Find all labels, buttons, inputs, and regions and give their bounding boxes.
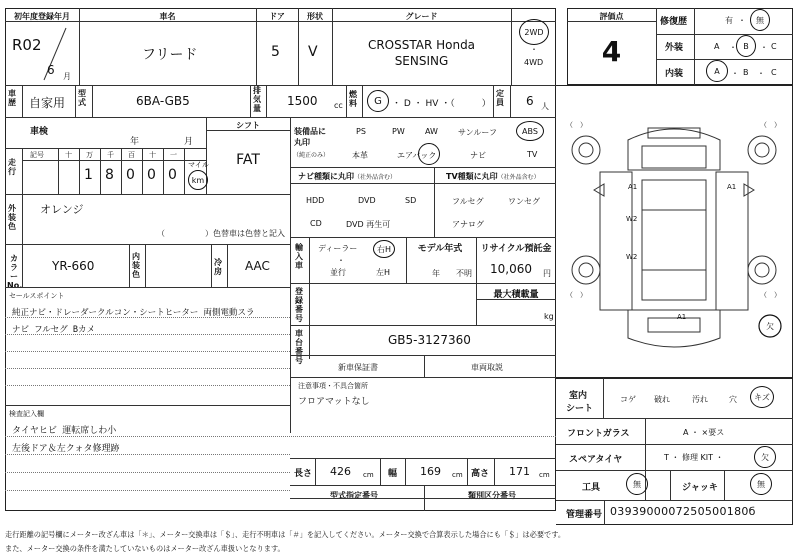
capacity-unit: 人	[541, 102, 549, 111]
mileage-col-divider	[121, 148, 122, 194]
navi-dvd: DVD	[358, 196, 376, 205]
seat-item-yogore: 汚れ	[692, 395, 708, 404]
sales-points-line2: ナビ フルセグ Bカメ	[12, 325, 96, 335]
color-value: オレンジ	[40, 203, 84, 216]
inspector-label: 検査記入欄	[9, 410, 44, 418]
notes-text: フロアマットなし	[298, 397, 370, 407]
mileage-unit-label: 十	[65, 151, 72, 159]
type-designation-label: 型式指定番号	[330, 491, 378, 500]
sales-points-line1: 純正ナビ・ドレーダークルコン・シートヒーター 両側電動スラ	[12, 308, 255, 318]
navi-label: ナビ種類に丸印（社外品含む）	[298, 172, 397, 181]
usage: 自家用	[29, 96, 66, 110]
equipment-item: サンルーフ	[458, 128, 497, 137]
equipment-item: TV	[527, 150, 538, 159]
reg-month: 6	[47, 63, 55, 77]
capacity: 6	[526, 94, 534, 108]
model-year-unknown: 不明	[456, 269, 472, 278]
tv-fullseg: フルセグ	[452, 197, 484, 206]
grade-label: グレード	[405, 12, 438, 21]
mileage-digit: 8	[105, 167, 114, 183]
seat-item-koge: コゲ	[620, 395, 636, 404]
color-label: 外装色	[8, 204, 16, 231]
fuel-label: 燃料	[349, 90, 357, 108]
mileage-col-divider	[79, 148, 80, 194]
usage-label: 車歴	[8, 89, 16, 107]
equipment-item: エアバック	[397, 151, 437, 160]
mileage-digit: 1	[84, 167, 93, 183]
tv-oneseg: ワンセグ	[508, 197, 540, 206]
length-label: 長さ	[294, 469, 313, 479]
equipment-item: ナビ	[470, 151, 486, 160]
grade-line1: CROSSTAR Honda	[367, 38, 476, 52]
inspector-line1: タイヤヒビ 運転席しわ小	[12, 426, 117, 436]
mileage-sign-label: 記号	[30, 151, 44, 159]
rating-label: 評価点	[599, 12, 624, 21]
displacement-unit: cc	[334, 101, 343, 110]
exterior-dot1: ・	[729, 43, 737, 52]
mileage-col-divider	[58, 148, 59, 194]
color-no-value: YR-660	[52, 259, 95, 273]
reg-era: R02	[12, 36, 42, 54]
equipment-item: PS	[356, 127, 366, 136]
diagram-mm-3: （ ）	[566, 291, 587, 299]
doors-label: ドア	[269, 12, 285, 21]
navi-hdd: HDD	[306, 196, 325, 205]
car-name-label: 車名	[159, 12, 176, 21]
interior-label: 内装	[665, 69, 684, 79]
windshield-value: A ・ ×要ス	[683, 428, 725, 437]
mileage-unit-label: 万	[86, 151, 93, 159]
left-hand: 左H	[376, 268, 391, 277]
mileage-unit-label: 百	[128, 151, 135, 159]
management-label: 管理番号	[566, 510, 603, 520]
mileage-label: 走行	[8, 158, 16, 176]
width-unit: cm	[452, 471, 463, 479]
windshield-label: フロントガラス	[567, 429, 630, 439]
mark-w2-left-rear: W2	[626, 253, 638, 261]
mileage-digit: 0	[126, 167, 135, 183]
equipment-label-3: （純正のみ）	[293, 152, 330, 159]
interior-b: B	[743, 68, 749, 77]
interior-color-label: 内装色	[132, 252, 140, 279]
management-value: 0393900007250500180б	[610, 505, 756, 518]
mark-a1-front-left: A1	[628, 183, 638, 191]
inspection-label: 車検	[30, 127, 49, 137]
equipment-label-2: 丸印	[294, 138, 310, 147]
shift-value: FAT	[236, 152, 260, 168]
spare-missing-circled: 欠	[754, 446, 776, 468]
mileage-col-divider	[142, 148, 143, 194]
displacement-label: 排気量	[253, 86, 261, 113]
color-note: （ ）色替車は色替と記入	[157, 229, 285, 238]
mileage-col-divider	[163, 148, 164, 194]
mileage-digit: 0	[147, 167, 156, 183]
width-label: 幅	[388, 469, 398, 479]
repair-dot: ・	[738, 16, 746, 25]
navi-cd: CD	[310, 219, 322, 228]
inspector-line2: 左後ドア＆左クォタ修理跡	[12, 444, 120, 454]
tv-label: TV種類に丸印（社外品含む）	[446, 172, 540, 181]
reg-year-label: 初年度登録年月	[14, 12, 70, 21]
interior-a-circled: A	[706, 60, 728, 82]
spare-label: スペアタイヤ	[569, 455, 623, 465]
seat-label-2: シート	[566, 404, 594, 414]
category-label: 類別区分番号	[468, 491, 516, 500]
seat-item-ana: 穴	[729, 395, 737, 404]
repair-no-circled: 無	[750, 9, 770, 31]
notes-label: 注意事項・不具合箇所	[298, 382, 368, 390]
recycle-label: リサイクル預託金	[480, 244, 552, 254]
owner-manual: 車両取説	[471, 363, 503, 372]
load-unit: kg	[544, 312, 554, 321]
height-label: 高さ	[471, 469, 490, 479]
mileage-digit: 0	[168, 167, 177, 183]
repair-yes: 有	[725, 16, 733, 25]
shape: V	[308, 44, 318, 60]
equipment-item: 本革	[352, 151, 368, 160]
seat-item-yabure: 破れ	[654, 395, 670, 404]
interior-c: C	[771, 68, 777, 77]
exterior-dot2: ・	[760, 43, 768, 52]
color-no-label: カラーNo.	[7, 254, 23, 290]
length-value: 426	[330, 465, 351, 478]
chassis-value: GB5-3127360	[388, 333, 471, 347]
diagram-mm-4: （ ）	[760, 291, 781, 299]
aircon-value: AAC	[245, 259, 270, 273]
import-parallel: 並行	[330, 268, 346, 277]
model-year-unit: 年	[432, 269, 440, 278]
doors: 5	[271, 44, 280, 60]
displacement: 1500	[287, 94, 318, 108]
equipment-abs-circled: ABS	[516, 121, 544, 141]
drive-2wd-circled: 2WD	[519, 19, 549, 45]
diagram-mm-1: （ ）	[566, 121, 587, 129]
mileage-unit-label: 十	[149, 151, 156, 159]
airbag-circle-mark	[418, 143, 440, 165]
aircon-label: 冷房	[214, 258, 222, 276]
inspection-year-unit: 年	[130, 137, 140, 147]
seat-item-kizu-circled: キズ	[750, 386, 774, 408]
width-value: 169	[420, 465, 441, 478]
exterior-b-circled: B	[736, 35, 756, 57]
navi-dvd-play: DVD 再生可	[346, 220, 391, 229]
chassis-label: 車台番号	[295, 329, 303, 365]
car-diagram-svg	[558, 110, 790, 360]
right-hand-circled: 右H	[373, 240, 395, 258]
footer-line1: 走行距離の記号欄にメーター改ざん車は「＊」、メーター交換車は「＄」、走行不明車は「＃」を記入してください。メーター交換で合算表示した場合にも「＄」は必要です。	[5, 530, 566, 539]
footer-line2: また、メーター交換の条件を満たしていないものはメーター改ざん車扱いとなります。	[5, 544, 285, 553]
jack-none-circled: 無	[750, 473, 772, 495]
shape-label: 形状	[307, 12, 323, 21]
mileage-col-divider	[184, 148, 185, 194]
recycle-unit: 円	[543, 269, 551, 278]
mark-a1-front-right: A1	[727, 183, 737, 191]
fuel-g-circled: G	[367, 90, 389, 112]
tools-label: 工具	[582, 483, 601, 493]
capacity-label: 定員	[496, 89, 504, 107]
equipment-item: PW	[392, 127, 405, 136]
equipment-label-1: 装備品に	[294, 127, 326, 136]
model: 6BA-GB5	[136, 94, 190, 108]
grade-line2: SENSING	[394, 54, 449, 68]
reg-month-unit: 月	[63, 72, 71, 81]
drive-dot: ・	[530, 45, 538, 54]
height-value: 171	[509, 465, 530, 478]
mark-missing: 欠	[766, 322, 774, 331]
length-unit: cm	[363, 471, 374, 479]
equipment-item: AW	[425, 127, 438, 136]
load-label: 最大積載量	[493, 290, 539, 300]
height-unit: cm	[539, 471, 550, 479]
sales-points-label: セールスポイント	[9, 292, 65, 300]
jack-label: ジャッキ	[682, 483, 718, 493]
seat-label-1: 室内	[569, 391, 588, 401]
import-label: 輸入車	[295, 243, 303, 270]
recycle-value: 10,060	[490, 262, 532, 276]
tools-none-circled: 無	[626, 473, 648, 495]
navi-sd: SD	[405, 196, 417, 205]
exterior-a: A	[714, 42, 720, 51]
exterior-c: C	[771, 42, 777, 51]
model-label: 型式	[78, 89, 86, 107]
reg-no-label: 登録番号	[295, 287, 303, 323]
import-dot: ・	[337, 256, 345, 265]
exterior-label: 外装	[665, 43, 684, 53]
mileage-unit-label: 千	[107, 151, 114, 159]
interior-dot2: ・	[757, 69, 765, 78]
mile-label: マイル	[188, 161, 209, 169]
inspection-month-unit: 月	[184, 137, 194, 147]
tv-analog: アナログ	[452, 220, 484, 229]
interior-dot1: ・	[731, 69, 739, 78]
mark-w2-left-front: W2	[626, 215, 638, 223]
rating-value: 4	[601, 35, 622, 68]
mileage-col-divider	[100, 148, 101, 194]
import-dealer: ディーラー	[318, 244, 358, 253]
drive-4wd: 4WD	[524, 58, 544, 67]
repair-label: 修復歴	[660, 17, 688, 27]
diagram-mm-2: （ ）	[760, 121, 781, 129]
model-year-label: モデル年式	[417, 244, 463, 254]
mark-a1-rear: A1	[677, 313, 687, 321]
spare-value: T ・ 修理 KIT ・	[664, 453, 724, 462]
new-car-warranty: 新車保証書	[338, 363, 378, 372]
km-circled: km	[188, 170, 208, 190]
shift-label: シフト	[236, 121, 260, 130]
fuel-options: ・ D ・ HV ・（ ）	[392, 99, 491, 109]
mileage-unit-label: 一	[170, 151, 177, 159]
car-name: フリード	[142, 47, 198, 63]
